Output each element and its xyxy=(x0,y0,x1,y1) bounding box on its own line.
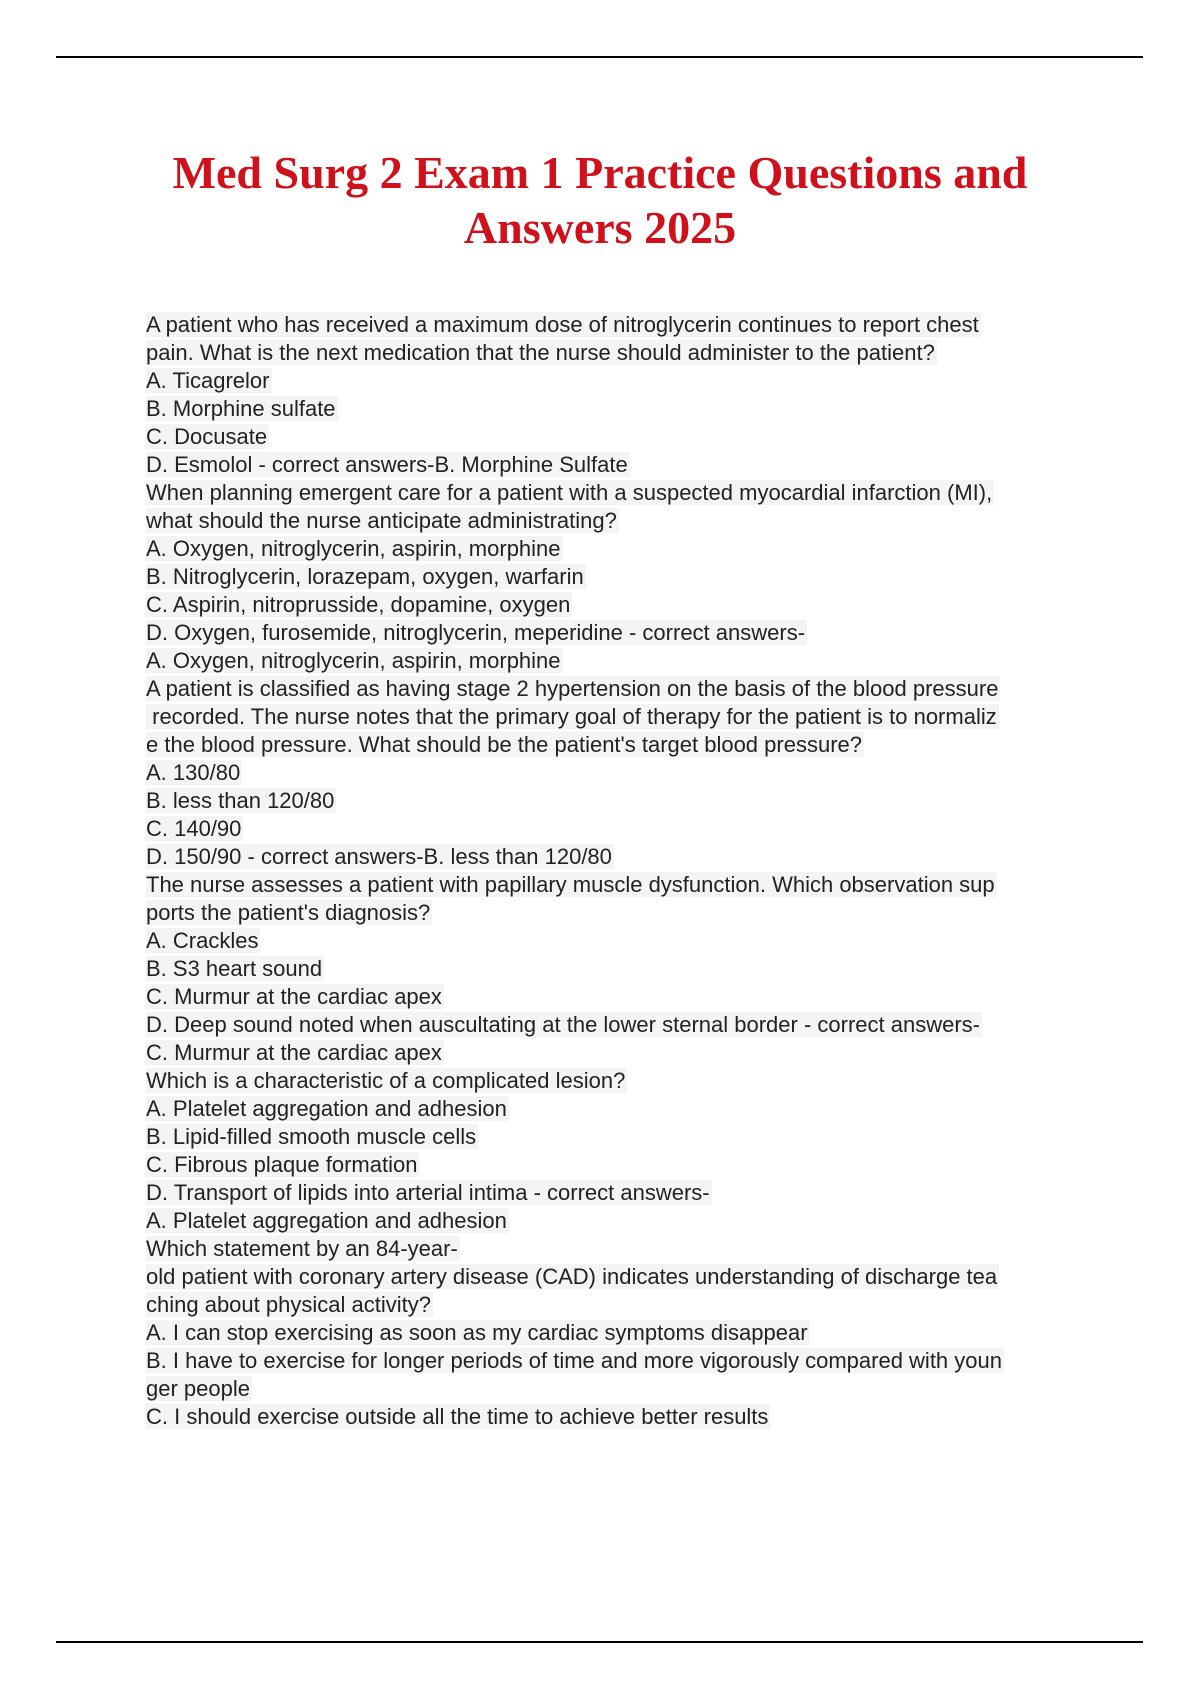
question-text-line: what should the nurse anticipate administrating? xyxy=(146,508,617,533)
correct-answer-line: A. Oxygen, nitroglycerin, aspirin, morphine xyxy=(146,648,561,673)
answer-option-line: B. S3 heart sound xyxy=(146,956,323,981)
question-text-line: Which statement by an 84-year- xyxy=(146,1236,458,1261)
page-title xyxy=(100,145,1100,255)
document-body xyxy=(146,311,1106,1431)
title-line: Med Surg 2 Exam 1 Practice Questions and xyxy=(172,147,1028,198)
question-text-line: ching about physical activity? xyxy=(146,1292,431,1317)
question-text-line: ports the patient's diagnosis? xyxy=(146,900,431,925)
answer-option-line: D. Deep sound noted when auscultating at the lower sternal border - correct answers- xyxy=(146,1012,980,1037)
question-text-line: pain. What is the next medication that the nurse should administer to the patient? xyxy=(146,340,935,365)
title-line: Answers 2025 xyxy=(463,202,737,253)
answer-option-line: ger people xyxy=(146,1376,250,1401)
answer-option-line: D. Esmolol - correct answers-B. Morphine Sulfate xyxy=(146,452,628,477)
question-text-line: When planning emergent care for a patient with a suspected myocardial infarction (MI), xyxy=(146,480,993,505)
question-text-line: A patient is classified as having stage 2 hypertension on the basis of the blood pressure xyxy=(146,676,999,701)
answer-option-line: C. Aspirin, nitroprusside, dopamine, oxygen xyxy=(146,592,571,617)
question-text-line: A patient who has received a maximum dose of nitroglycerin continues to report chest xyxy=(146,312,979,337)
answer-option-line: B. Morphine sulfate xyxy=(146,396,336,421)
answer-option-line: D. Oxygen, furosemide, nitroglycerin, meperidine - correct answers- xyxy=(146,620,806,645)
header-rule xyxy=(56,56,1143,58)
question-text-line: old patient with coronary artery disease (CAD) indicates understanding of discharge tea xyxy=(146,1264,998,1289)
answer-option-line: C. Docusate xyxy=(146,424,268,449)
question-text-line: e the blood pressure. What should be the patient's target blood pressure? xyxy=(146,732,862,757)
answer-option-line: D. Transport of lipids into arterial intima - correct answers- xyxy=(146,1180,710,1205)
answer-option-line: A. Oxygen, nitroglycerin, aspirin, morphine xyxy=(146,536,561,561)
answer-option-line: A. 130/80 xyxy=(146,760,241,785)
answer-option-line: A. Platelet aggregation and adhesion xyxy=(146,1096,507,1121)
footer-rule xyxy=(56,1641,1143,1643)
answer-option-line: D. 150/90 - correct answers-B. less than 120/80 xyxy=(146,844,612,869)
correct-answer-line: A. Platelet aggregation and adhesion xyxy=(146,1208,507,1233)
answer-option-line: B. Lipid-filled smooth muscle cells xyxy=(146,1124,477,1149)
correct-answer-line: C. Murmur at the cardiac apex xyxy=(146,1040,442,1065)
answer-option-line: C. Fibrous plaque formation xyxy=(146,1152,418,1177)
answer-option-line: B. I have to exercise for longer periods of time and more vigorously compared with youn xyxy=(146,1348,1002,1373)
question-text-line: The nurse assesses a patient with papillary muscle dysfunction. Which observation sup xyxy=(146,872,995,897)
question-text-line: Which is a characteristic of a complicated lesion? xyxy=(146,1068,626,1093)
answer-option-line: A. Ticagrelor xyxy=(146,368,270,393)
answer-option-line: B. less than 120/80 xyxy=(146,788,335,813)
answer-option-line: A. I can stop exercising as soon as my cardiac symptoms disappear xyxy=(146,1320,808,1345)
answer-option-line: A. Crackles xyxy=(146,928,259,953)
answer-option-line: C. 140/90 xyxy=(146,816,242,841)
answer-option-line: B. Nitroglycerin, lorazepam, oxygen, warfarin xyxy=(146,564,584,589)
answer-option-line: C. I should exercise outside all the time to achieve better results xyxy=(146,1404,769,1429)
question-text-line: recorded. The nurse notes that the primary goal of therapy for the patient is to normaliz xyxy=(146,704,997,729)
answer-option-line: C. Murmur at the cardiac apex xyxy=(146,984,442,1009)
